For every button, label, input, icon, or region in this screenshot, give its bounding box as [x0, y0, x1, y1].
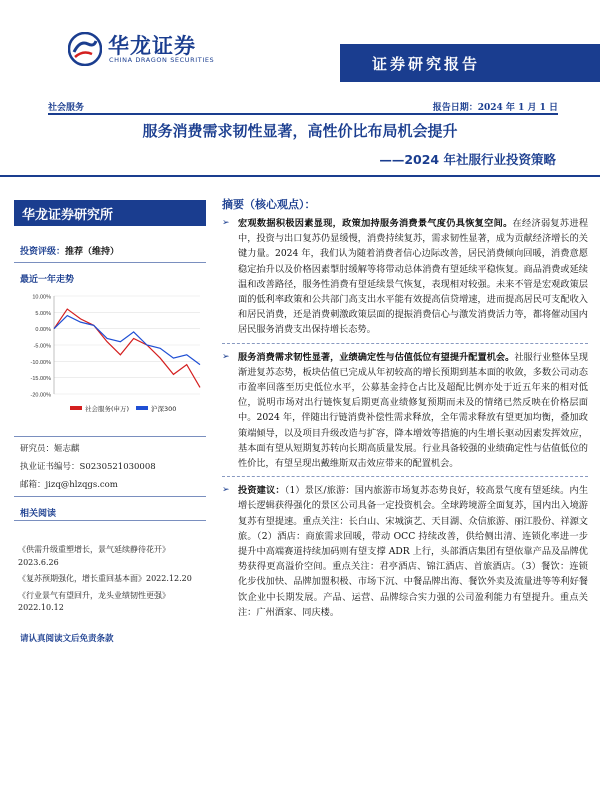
dragon-logo-icon	[68, 32, 102, 66]
institute-banner	[14, 200, 206, 226]
logo-chinese-name: 华龙证券	[108, 34, 196, 58]
related-reading-list	[18, 544, 204, 619]
title-divider	[0, 175, 600, 177]
sidebar-divider	[14, 436, 206, 437]
sidebar	[14, 200, 206, 800]
legend-swatch	[136, 406, 148, 410]
point-text: 在经济弱复苏进程中，投资与出口复苏仍显缓慢，消费持续复苏，需求韧性显著，成为贡献经济增长的关键力量。2024 年，我们认为随着消费者信心边际改善，居民消费倾向回暖，消费意愿稳定抬升以及价格因素掣肘缓解等将带动总体消费有望延续平稳恢复。商品消费或延续温和改善路径，服务性消费有望延续景气恢复，表现相对较强。未来不管是宏观政策层面的低利率政策和公共部门高支出水平能有效提高信贷增速，进而提高居民可支配收入和居民消费，还是消费刺激政策层面的提振消费信心与激发消费活力等，都将催动国内居民服务消费支出保持增长态势。	[238, 218, 589, 336]
sidebar-divider	[14, 496, 206, 497]
top-divider	[48, 113, 558, 115]
analyst-name: 姬志麒	[54, 444, 80, 454]
arrow-bullet-icon: ➢	[222, 485, 230, 496]
industry-label: 社会服务	[48, 103, 85, 113]
y-tick-label: 0.00%	[35, 327, 51, 334]
institute-name: 华龙证券研究所	[22, 208, 114, 223]
investment-rating	[20, 244, 119, 257]
related-reading-title: 相关阅读	[20, 509, 57, 519]
sidebar-divider	[14, 520, 206, 521]
point-lead: 服务消费需求韧性显著，业绩确定性与估值低位有望提升配置机会。	[238, 351, 515, 363]
analyst-row	[20, 442, 80, 454]
email-label: 邮箱：	[20, 480, 46, 490]
point-divider	[222, 343, 588, 344]
logo-english-name: CHINA DRAGON SECURITIES	[109, 56, 215, 64]
cert-row	[20, 460, 156, 472]
email-row	[20, 478, 118, 490]
page-subtitle: ——2024 年社服行业投资策略	[379, 152, 556, 167]
abstract-title: 摘要（核心观点）：	[222, 198, 316, 211]
point-divider	[222, 476, 588, 477]
y-tick-label: -15.00%	[30, 376, 51, 383]
point-text: 社服行业整体呈现渐进复苏态势，板块估值已完成从年初较高的增长预期到基本面的收敛，多数公司动态市盈率回落至历史低位水平，公募基金持仓占比及超配比例亦处于近五年来的相对低位，说明市场对出行链恢复后期更高业绩修复预期而未及的情绪已然反映在价格层面中。2024 年，伴随出行链消费补偿性需求释放，全年需求释放有望更加均衡，叠加政策端倾导，以及项目升级改造与扩容，降本增效等措施的内生增长驱动因素发挥效应，基本面有望从短期复苏转向长期高质量发展。行业具备较强的业绩确定性与估值低位的性价比，有望呈现出戴维斯双击效应带来的配置机会。	[238, 351, 589, 470]
legend-swatch	[70, 406, 82, 410]
y-tick-label: -10.00%	[30, 359, 51, 366]
point-lead: 投资建议：	[238, 485, 285, 497]
related-item[interactable]: 《供需升级重塑增长，景气延续静待花开》2023.6.26	[18, 545, 170, 567]
y-tick-label: -20.00%	[30, 392, 51, 399]
key-point	[222, 483, 588, 620]
related-item[interactable]: 《行业景气有望回升，龙头业绩韧性更强》2022.10.12	[18, 590, 170, 612]
email-link[interactable]: jizq@hlzqgs.com	[45, 480, 118, 490]
legend-label: 社会服务(申万)	[85, 405, 130, 413]
y-tick-label: 10.00%	[32, 294, 51, 301]
abstract-section	[222, 196, 588, 625]
page-title: 服务消费需求韧性显著，高性价比布局机会提升	[142, 122, 458, 140]
point-lead: 宏观数据积极因素显现，政策加持服务消费景气度仍具恢复空间。	[238, 218, 513, 229]
disclaimer-note: 请认真阅读文后免责条款	[20, 634, 114, 644]
y-tick-label: 5.00%	[35, 310, 51, 317]
arrow-bullet-icon: ➢	[222, 218, 230, 228]
report-header	[0, 0, 600, 88]
trend-title: 最近一年走势	[20, 275, 75, 285]
trend-chart	[14, 290, 206, 420]
cert-label: 执业证书编号：	[20, 462, 80, 472]
related-item[interactable]: 《复苏预期强化，增长重回基本面》2022.12.20	[18, 574, 192, 583]
arrow-bullet-icon: ➢	[222, 351, 230, 362]
report-date: 报告日期：2024 年 1 月 1 日	[432, 103, 558, 113]
series-line	[54, 316, 200, 365]
report-type-label: 证券研究报告	[372, 55, 481, 73]
key-point	[222, 350, 588, 472]
key-point	[222, 216, 588, 338]
sidebar-divider	[14, 262, 206, 263]
legend-label: 沪深300	[151, 405, 177, 413]
rating-value: 推荐（维持）	[65, 247, 120, 257]
cert-number: S0230521030008	[79, 462, 156, 472]
trend-chart-svg	[14, 290, 206, 420]
y-tick-label: -5.00%	[33, 343, 51, 350]
analyst-label: 研究员：	[20, 444, 55, 454]
rating-label: 投资评级：	[20, 247, 66, 257]
series-line	[54, 309, 200, 387]
point-text: （1）景区/旅游：国内旅游市场复苏态势良好，较高景气度有望延续。内生增长逻辑获得强化的景区公司具备一定投资机会。全球跨境游全面复苏，国内出入境游复苏有望提速。重点关注：长白山、宋城演艺、天目湖、众信旅游、丽江股份、祥源文旅。（2）酒店：商旅需求回暖，带动 OCC 持续改善，供给侧出清、连锁化率进一步提升中高端赛道持续加码则有望支撑 ADR 上行，头部酒店集团有望依靠产品及品牌优势获得更高溢价空间。重点关注：君亭酒店、锦江酒店、首旅酒店。（3）餐饮：连锁化步伐加快、品牌加盟积极、市场下沉、中餐品牌出海、餐饮外卖及流量进等等利好餐饮企业中长期发展。产品、运营、品牌综合实力强的公司盈利能力有望提升。重点关注：广州酒家、同庆楼。	[238, 485, 589, 618]
company-logo	[68, 28, 218, 72]
